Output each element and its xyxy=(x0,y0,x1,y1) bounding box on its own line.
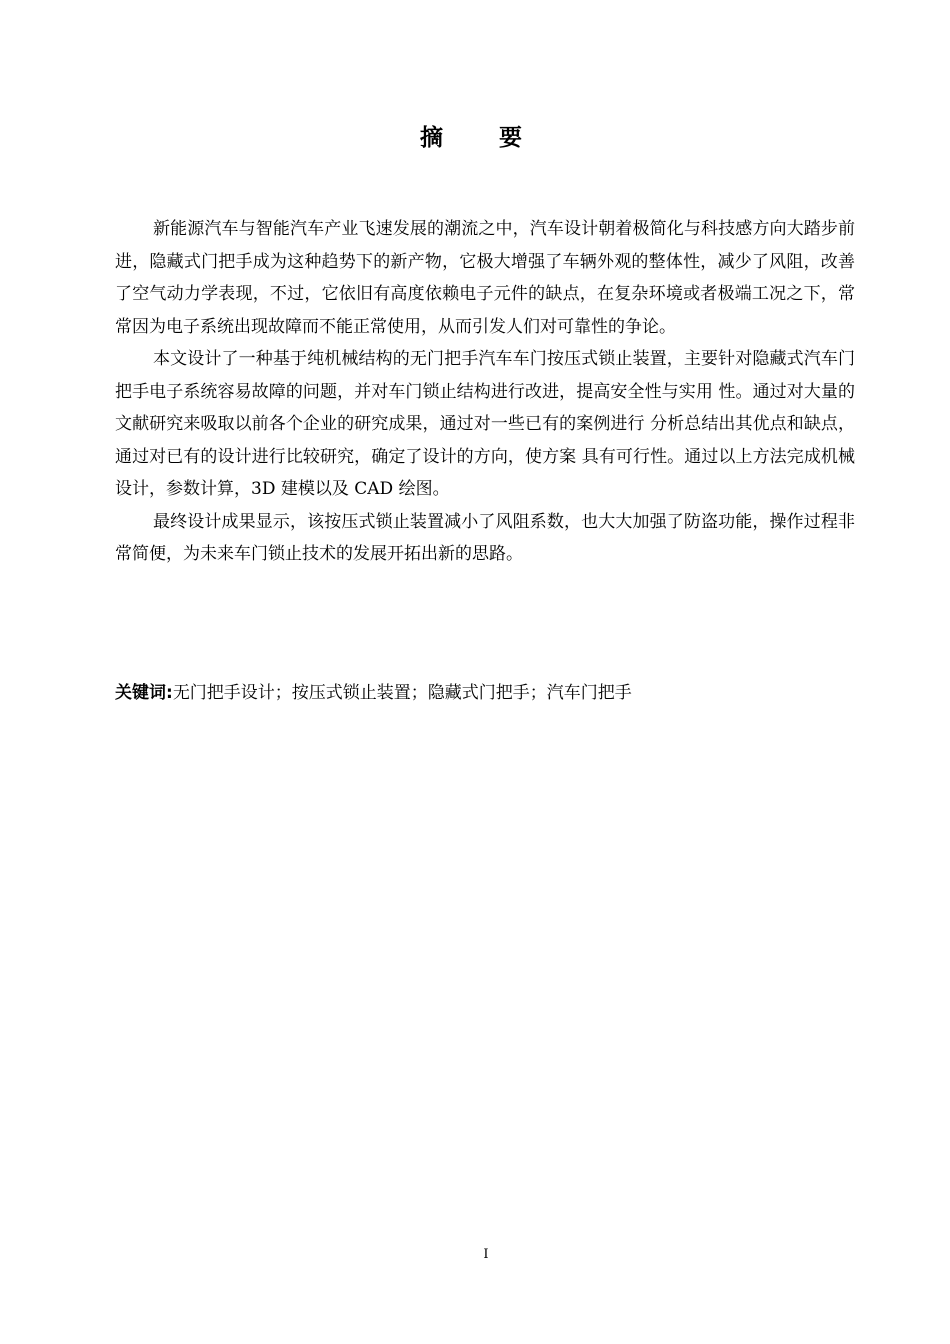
keywords-line xyxy=(115,677,855,709)
abstract-body xyxy=(115,213,855,571)
page-title: 摘 要 xyxy=(419,125,546,151)
keywords-label: 关键词: xyxy=(115,683,173,703)
abstract-paragraph-2: 本文设计了一种基于纯机械结构的无门把手汽车车门按压式锁止装置，主要针对隐藏式汽车门把手电子系统容易故障的问题，并对车门锁止结构进行改进，提高安全性与实用 性。通过对大量的文献研究来吸取以前各个企业的研究成果，通过对一些已有的案例进行 分析总结出其优点和缺点，通过对已有的设计进行比较研究，确定了设计的方向，使方案 具有可行性。通过以上方法完成机械设计，参数计算，3D 建模以及 CAD 绘图。 xyxy=(115,349,855,499)
abstract-paragraph-1: 新能源汽车与智能汽车产业飞速发展的潮流之中，汽车设计朝着极简化与科技感方向大踏步前进，隐藏式门把手成为这种趋势下的新产物，它极大增强了车辆外观的整体性，减少了风阻，改善了空气动力学表现，不过，它依旧有高度依赖电子元件的缺点，在复杂环境或者极端工况之下，常常因为电子系统出现故障而不能正常使用，从而引发人们对可靠性的争论。 xyxy=(115,219,855,337)
keywords-text: 无门把手设计；按压式锁止装置；隐藏式门把手；汽车门把手 xyxy=(172,683,632,703)
page-number: I xyxy=(483,1247,489,1262)
abstract-paragraph-3: 最终设计成果显示，该按压式锁止装置减小了风阻系数，也大大加强了防盗功能，操作过程非常简便，为未来车门锁止技术的发展开拓出新的思路。 xyxy=(115,511,855,564)
